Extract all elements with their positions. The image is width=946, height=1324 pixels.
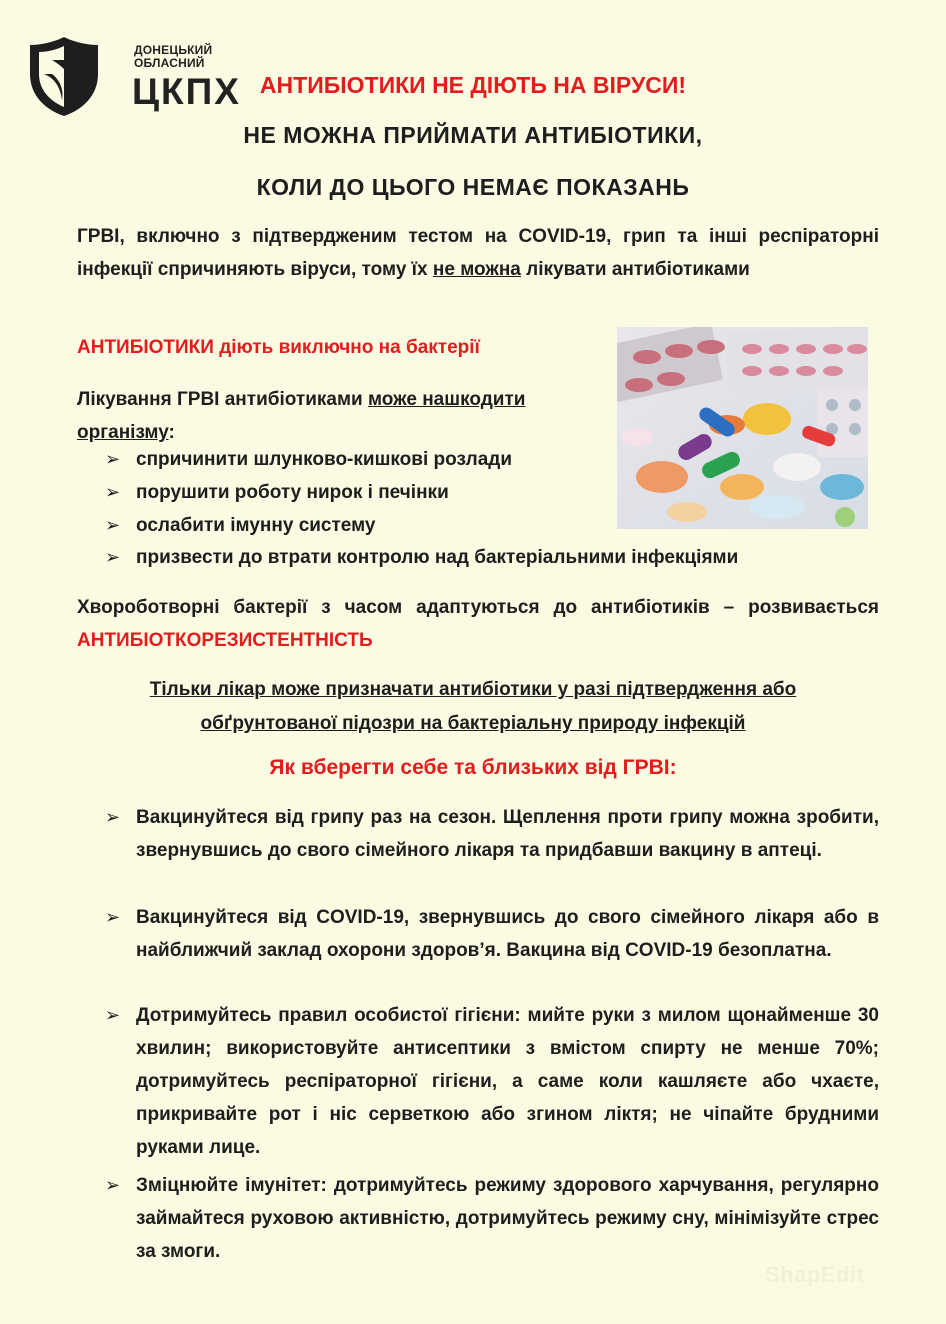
arrow-bullet-icon: ➢ <box>105 449 121 469</box>
tip-text: Дотримуйтесь правил особистої гігієни: мийте руки з милом щонайменше 30 хвилин; використовуйте антисептики з вмістом спирту не менше 70%; дотримуйтесь респіраторної гігієни, а саме коли кашляєте або чхаєте, прикривайте рот і ніс серветкою або згином ліктя; не чіпайте брудними руками лице. <box>136 1005 879 1158</box>
list-item-text: ослабити імунну систему <box>136 515 376 536</box>
arrow-bullet-icon: ➢ <box>105 1175 121 1195</box>
antibiotics-heading <box>77 337 480 359</box>
list-item <box>105 515 376 537</box>
doctor-note-line-1: Тільки лікар може призначати антибіотики у разі підтвердження або <box>149 679 797 700</box>
tip-item <box>105 801 879 867</box>
intro-underlined: не можна <box>432 259 521 280</box>
tip-item <box>105 901 879 967</box>
list-item <box>105 547 738 569</box>
tip-text: Вакцинуйтеся від COVID-19, звернувшись до свого сімейного лікаря або в найближчий заклад охорони здоров’я. Вакцина від COVID-19 безоплатна. <box>136 907 879 961</box>
logo-line-2: ОБЛАСНИЙ <box>134 56 205 70</box>
tip-item <box>105 1169 879 1268</box>
harm-text-end: : <box>168 422 175 443</box>
headline: АНТИБІОТИКИ НЕ ДІЮТЬ НА ВІРУСИ! <box>259 72 687 98</box>
arrow-bullet-icon: ➢ <box>105 482 121 502</box>
logo-line-1: ДОНЕЦЬКИЙ <box>134 43 213 57</box>
pills-image <box>617 327 868 529</box>
arrow-bullet-icon: ➢ <box>105 515 121 535</box>
harm-text <box>77 383 577 449</box>
arrow-bullet-icon: ➢ <box>105 547 121 567</box>
harm-text-underlined: може нашкодити організму <box>77 389 526 443</box>
arrow-bullet-icon: ➢ <box>105 907 121 927</box>
logo-caption <box>134 44 212 70</box>
harm-text-start: Лікування ГРВІ антибіотиками <box>77 389 368 410</box>
list-item <box>105 482 449 504</box>
doctor-note-line-2: обґрунтованої підозри на бактеріальну природу інфекцій <box>200 713 746 734</box>
tip-item <box>105 999 879 1164</box>
resistance-highlight: АНТИБІОТКОРЕЗИСТЕНТНІСТЬ <box>77 630 373 651</box>
tips-heading: Як вберегти себе та близьких від ГРВІ: <box>269 756 677 779</box>
watermark: ShapEdit <box>765 1262 865 1287</box>
intro-paragraph <box>77 220 879 286</box>
subheadline-2: КОЛИ ДО ЦЬОГО НЕМАЄ ПОКАЗАНЬ <box>256 174 690 200</box>
arrow-bullet-icon: ➢ <box>105 1005 121 1025</box>
logo-abbreviation: ЦКПХ <box>132 71 241 112</box>
list-item-text: порушити роботу нирок і печінки <box>136 482 449 503</box>
doctor-note <box>0 673 946 741</box>
resistance-text: Хвороботворні бактерії з часом адаптуються до антибіотиків – розвивається <box>77 597 879 618</box>
antibiotics-heading-red: АНТИБІОТИКИ <box>77 337 214 358</box>
list-item-text: призвести до втрати контролю над бактеріальними інфекціями <box>136 547 739 568</box>
intro-text-1: ГРВІ, включно з підтвердженим тестом на COVID-19, грип та інші респіраторні інфекції спричиняють віруси, тому їх <box>77 226 879 280</box>
intro-text-2: лікувати антибіотиками <box>520 259 750 280</box>
subheadline-1: НЕ МОЖНА ПРИЙМАТИ АНТИБІОТИКИ, <box>243 122 703 148</box>
tip-text: Вакцинуйтеся від грипу раз на сезон. Щеплення проти грипу можна зробити, звернувшись до свого сімейного лікаря та придбавши вакцину в аптеці. <box>136 807 879 861</box>
list-item-text: спричинити шлунково-кишкові розлади <box>136 449 513 470</box>
resistance-paragraph <box>77 591 879 657</box>
antibiotics-heading-rest: діють виключно на бактерії <box>213 337 480 358</box>
tip-text: Зміцнюйте імунітет: дотримуйтесь режиму здорового харчування, регулярно займайтеся руховою активністю, дотримуйтесь режиму сну, мінімізуйте стрес за змоги. <box>136 1175 879 1262</box>
list-item <box>105 449 512 471</box>
arrow-bullet-icon: ➢ <box>105 807 121 827</box>
